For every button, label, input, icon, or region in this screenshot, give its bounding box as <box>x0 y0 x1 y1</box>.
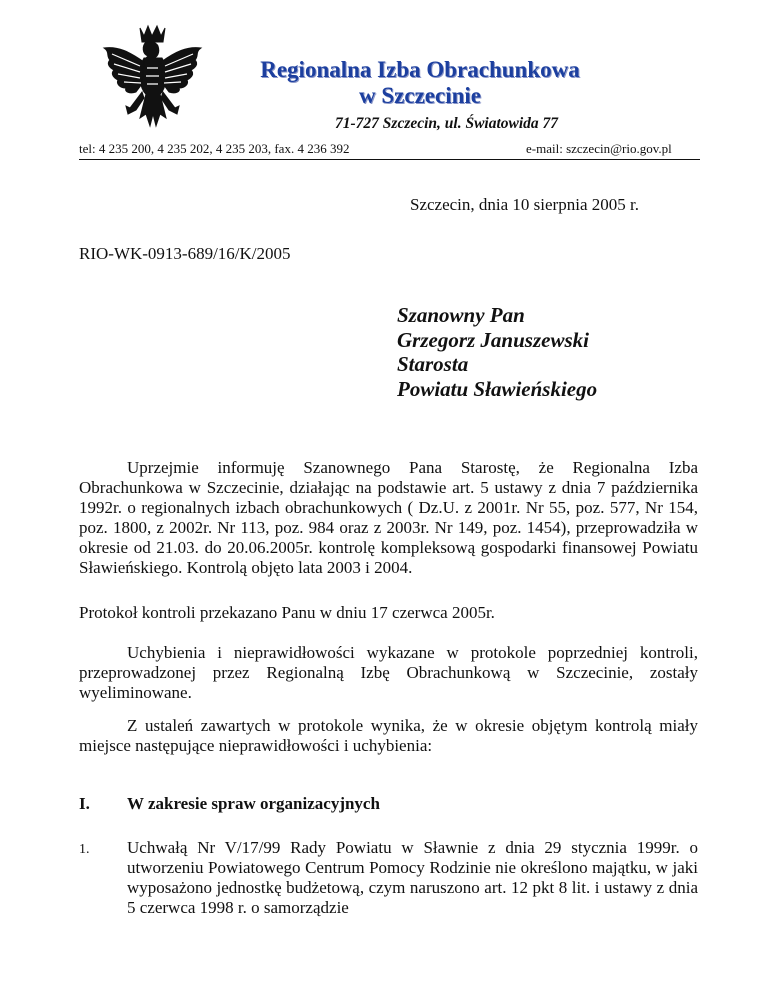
email-address: e-mail: szczecin@rio.gov.pl <box>526 141 672 156</box>
addressee-office: Powiatu Sławieńskiego <box>397 376 598 401</box>
phone-numbers: tel: 4 235 200, 4 235 202, 4 235 203, fax. 4 236 392 <box>79 141 350 156</box>
paragraph-text: Uchybienia i nieprawidłowości wykazane w protokole poprzedniej kontroli, przeprowadzonej przez Regionalną Izbę Obrachunkową w Szczecinie, zostały wyeliminowane. <box>79 643 698 702</box>
paragraph-text: Uprzejmie informuję Szanownego Pana Starostę, że Regionalna Izba Obrachunkowa w Szczecinie, działając na podstawie art. 5 ustawy z dnia 7 października 1992r. o regionalnych izbach obrachunkowych ( Dz.U. z 2001r. Nr 55, poz. 577, Nr 154, poz. 1800, z 2002r. Nr 113, poz. 984 oraz z 2003r. Nr 149, poz. 1454), przeprowadziła w okresie od 21.03. do 20.06.2005r. kontrolę kompleksową gospodarki finansowej Powiatu Sławieńskiego. Kontrolą objęto lata 2003 i 2004. <box>79 458 698 577</box>
body-paragraph-2 <box>79 603 698 623</box>
section-number: I. <box>79 794 90 813</box>
organization-address: 71-727 Szczecin, ul. Światowida 77 <box>335 115 559 132</box>
body-paragraph-4 <box>79 716 698 756</box>
section-title: W zakresie spraw organizacyjnych <box>127 794 380 813</box>
date-line: Szczecin, dnia 10 sierpnia 2005 r. <box>410 195 639 214</box>
addressee-title: Starosta <box>397 352 469 376</box>
item-text: Uchwałą Nr V/17/99 Rady Powiatu w Sławnie z dnia 29 stycznia 1999r. o utworzeniu Powiatowego Centrum Pomocy Rodzinie nie określono majątku, w jaki wyposażono jednostkę budżetową, czym naruszono art. 12 pkt 8 lit. i ustawy z dnia 5 czerwca 1998 r. o samorządzie <box>127 838 698 917</box>
eagle-emblem-icon <box>100 22 205 134</box>
reference-number: RIO-WK-0913-689/16/K/2005 <box>79 244 291 263</box>
addressee-block <box>397 303 597 401</box>
addressee-salutation: Szanowny Pan <box>397 303 525 327</box>
body-paragraph-3 <box>79 643 698 703</box>
item-number: 1. <box>79 842 90 857</box>
organization-name-line2: w Szczecinie <box>359 83 481 108</box>
body-paragraph-1 <box>79 458 698 578</box>
paragraph-text: Protokoł kontroli przekazano Panu w dniu 17 czerwca 2005r. <box>79 603 495 622</box>
organization-name-line1: Regionalna Izba Obrachunkowa <box>260 57 580 82</box>
paragraph-text: Z ustaleń zawartych w protokole wynika, że w okresie objętym kontrolą miały miejsce następujące nieprawidłowości i uchybienia: <box>79 716 698 755</box>
item-1-text-block <box>127 838 698 918</box>
addressee-name: Grzegorz Januszewski <box>397 327 589 352</box>
header-divider <box>79 159 700 160</box>
